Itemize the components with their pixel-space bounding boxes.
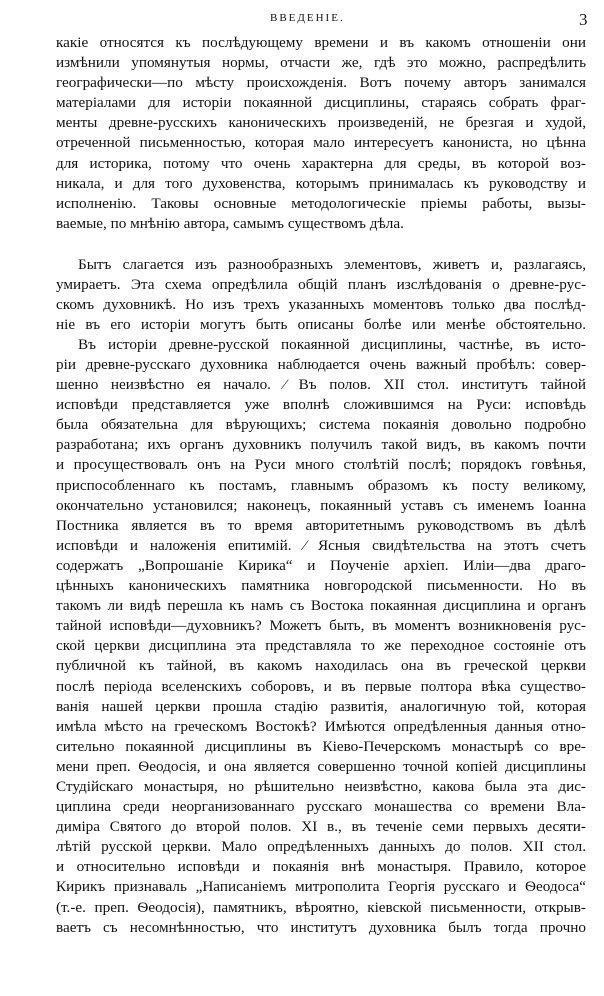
text-line: Кирикъ признаваль „Написаніемъ митрополита Георгія русскаго и Ѳеодоса“ xyxy=(56,878,586,896)
text-line: публичной къ тайной, въ какомъ находилась она въ греческой церкви xyxy=(56,657,586,675)
text-line: циплина среди неорганизованнаго русскаго монашества со времени Вла- xyxy=(56,798,586,816)
text-line: мени преп. Ѳеодосія, и она является совершенно точной копіей дисциплины xyxy=(56,757,586,775)
running-title: ВВЕДЕНІЕ. xyxy=(270,12,345,24)
text-line: лѣтій русской церкви. Мало опредѣленныхъ данныхъ до полов. XII стол. xyxy=(56,838,586,856)
text-line: никала, и для того духовенства, которымъ принималась къ руководству и xyxy=(56,174,586,192)
page-text xyxy=(56,33,586,938)
text-line: ванія нашей церкви прошла стадію развитія, аналогичную той, которая xyxy=(56,697,586,715)
text-line: цѣнныхъ каноническихъ памятника новгородской письменности. Но въ xyxy=(56,577,586,595)
text-line: ваетъ съ несомнѣнностью, что институтъ духовника былъ тогда прочно xyxy=(56,918,586,936)
text-line: была обязательна для вѣрующихъ; система покаянія довольно подробно xyxy=(56,416,586,434)
text-line: и просуществовалъ онъ на Руси много столѣтій послѣ; порядокъ говѣнья, xyxy=(56,456,586,474)
text-line: какіе относятся къ послѣдующему времени и въ какомъ отношеніи они xyxy=(56,34,586,51)
text-line: имѣла мѣсто на греческомъ Востокѣ? Имѣются опредѣленныя данныя отно- xyxy=(56,717,586,735)
paragraph-2 xyxy=(56,255,586,335)
text-line: менты древне-русскихъ каноническихъ произведеній, не брезгая и худой, xyxy=(56,114,586,132)
text-line: Постника является въ то время авторитетнымъ руководствомъ въ дѣлѣ xyxy=(56,516,586,534)
text-line: окончательно установился; наконецъ, покаянный уставъ съ именемъ Іоанна xyxy=(56,496,586,514)
text-line: географически—по мѣсту происхожденія. Вотъ почему авторъ занимался xyxy=(56,74,586,92)
paragraph-1 xyxy=(56,33,586,234)
text-line: сительно покаянной дисциплины въ Кіево-Печерскомъ монастырѣ со вре- xyxy=(56,737,586,755)
text-line: послѣ періода вселенскихъ соборовъ, и въ первые полтора вѣка существо- xyxy=(56,677,586,695)
text-line: исповѣди и наложенія епитимій. ⁄ Ясныя свидѣтельства на этотъ счетъ xyxy=(56,536,586,554)
paragraph-gap xyxy=(56,234,586,255)
text-line: исповѣди представляется уже вполнѣ сложившимся на Руси: исповѣдь xyxy=(56,396,586,414)
text-line: ніе въ его исторіи могутъ быть описаны болѣе или менѣе обстоятельно. xyxy=(56,315,586,333)
text-line: ріи древне-русскаго духовника наблюдается очень важный пробѣлъ: совер- xyxy=(56,356,586,373)
text-line: ской церкви дисциплина эта представляла то же переходное состояніе отъ xyxy=(56,637,586,655)
paragraph-3 xyxy=(56,335,586,938)
text-line: отреченной письменностью, которая мало интересуетъ канониста, но цѣнна xyxy=(56,134,586,152)
text-line: приспособленнаго къ постамъ, главнымъ образомъ къ посту великому, xyxy=(56,476,586,494)
text-line: шенно неизвѣстно ея начало. ⁄ Въ полов. XII стол. институтъ тайной xyxy=(56,376,586,394)
text-line: измѣнили упомянутыя нормы, отчасти же, гдѣ это можно, распредѣлить xyxy=(56,54,586,72)
text-line: (т.-е. преп. Ѳеодосія), памятникъ, вѣроятно, кіевской письменности, открыв- xyxy=(56,898,586,916)
text-line: Студійскаго монастыря, но рѣшительно неизвѣстно, какова была эта дис- xyxy=(56,777,586,795)
text-line: исполненію. Таковы основные методологическіе пріемы работы, вызы- xyxy=(56,194,586,212)
text-line: Бытъ слагается изъ разнообразныхъ элементовъ, живетъ и, разлагаясь, xyxy=(78,255,586,273)
text-line: разработана; ихъ органъ духовникъ получилъ такой видъ, въ какомъ почти xyxy=(56,436,586,454)
text-line: ваемые, по мнѣнію автора, самымъ существомъ дѣла. xyxy=(56,214,404,232)
text-line: скомъ духовникѣ. Но изъ трехъ указанныхъ моментовъ только два послѣд- xyxy=(56,295,586,313)
text-line: умираетъ. Эта схема опредѣлила общій планъ изслѣдованія о древне-рус- xyxy=(56,275,586,293)
page-header xyxy=(0,10,604,30)
text-line: Въ исторіи древне-русской покаянной дисциплины, частнѣе, въ исто- xyxy=(78,335,586,353)
text-line: диміра Святого до второй полов. XI в., въ теченіе семи первыхъ десяти- xyxy=(56,818,586,836)
text-line: тайной исповѣди—духовникъ? Можетъ быть, въ моментъ возникновенія рус- xyxy=(56,617,586,635)
text-line: и относительно исповѣди и покаянія внѣ монастыря. Правило, которое xyxy=(56,858,586,876)
text-line: для историка, потому что очень характерна для среды, въ которой воз- xyxy=(56,154,586,172)
text-line: содержатъ „Вопрошаніе Кирика“ и Поученіе архіеп. Иліи—два драго- xyxy=(56,556,586,574)
text-line: матеріалами для исторіи покаянной дисциплины, стараясь собрать фраг- xyxy=(56,94,586,112)
text-line: такомъ ли видѣ перешла къ намъ съ Востока покаянная дисциплина и органъ xyxy=(56,597,586,615)
page-number: 3 xyxy=(579,10,588,29)
